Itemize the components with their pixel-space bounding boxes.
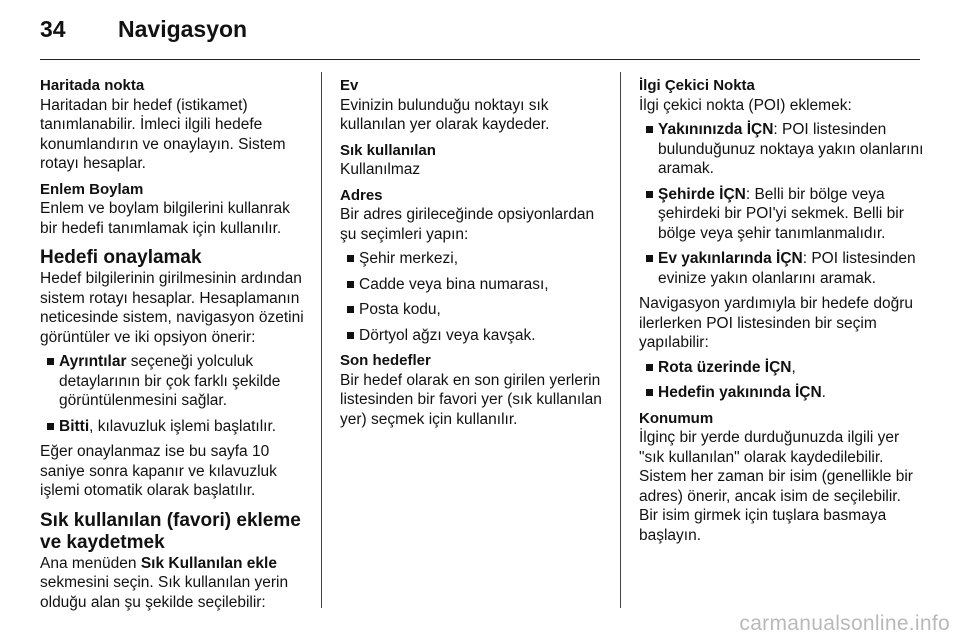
option-label: Hedefin yakınında İÇN: [658, 384, 822, 401]
option-label: Ayrıntılar: [59, 353, 127, 370]
column-3: [639, 76, 924, 551]
favorite-body: [40, 554, 308, 613]
column-2: [340, 76, 608, 435]
list-item: [40, 352, 308, 411]
timeout-note: Eğer onaylanmaz ise bu sayfa 10 saniye sonra kapanır ve kılavuzluk işlemi otomatik olarak başlatılır.: [40, 443, 277, 499]
favorite-menu-label: Sık Kullanılan ekle: [140, 554, 277, 572]
section-body-frequent: Kullanılmaz: [340, 161, 421, 178]
list-item: [639, 185, 924, 244]
heading-add-favorite: Sık kullanılan (favori) ekleme ve kaydetmek: [40, 509, 301, 553]
option-description: .: [821, 384, 826, 401]
list-item: Şehir merkezi,: [340, 249, 608, 269]
list-item: Posta kodu,: [340, 300, 608, 320]
section-title-lat-long: Enlem Boylam: [40, 180, 144, 198]
section-title-recent: Son hedefler: [340, 352, 431, 369]
option-description: : POI listesinden bulunduğunuz noktaya yakın olanlarını aramak.: [658, 121, 924, 177]
list-item: Dörtyol ağzı veya kavşak.: [340, 326, 608, 346]
column-divider: [620, 72, 621, 608]
option-label: Yakınınızda İÇN: [658, 121, 774, 138]
heading-confirm-destination: Hedefi onaylamak: [40, 247, 202, 268]
list-item: [639, 383, 924, 403]
favorite-body-text: Ana menüden: [40, 554, 141, 572]
list-item: [40, 417, 308, 437]
favorite-body-text: sekmesini seçin. Sık kullanılan yerin olduğu alan şu şekilde seçilebilir:: [40, 574, 289, 611]
section-body-map-point: Haritadan bir hedef (istikamet) tanımlanabilir. İmleci ilgili hedefe konumlandırın ve onaylayın. Sistem rotayı hesaplar.: [40, 96, 286, 172]
option-label: Şehirde İÇN: [658, 185, 746, 203]
column-divider: [321, 72, 322, 608]
page-title: Navigasyon: [118, 16, 248, 42]
option-label: Ev yakınlarında İÇN: [658, 250, 803, 267]
section-body-my-location: İlginç bir yerde durduğunuzda ilgili yer "sık kullanılan" olarak kaydedilebilir. Sistem her zaman bir isim (genellikle bir adres) önerir, ancak isim de seçilebilir. Bir isim girmek için tuşlara basmaya başlayın.: [639, 429, 913, 544]
option-label: Bitti: [59, 417, 90, 435]
column-1: [40, 76, 308, 618]
poi-navigation-body: Navigasyon yardımıyla bir hedefe doğru ilerlerken POI listesinden bir seçim yapılabilir:: [639, 295, 913, 351]
section-body-home: Evinizin bulunduğu noktayı sık kullanılan yer olarak kaydeder.: [340, 96, 550, 133]
section-title-poi: İlgi Çekici Nokta: [639, 77, 755, 94]
section-title-my-location: Konumum: [639, 409, 714, 427]
list-item: [639, 249, 924, 288]
list-item: Cadde veya bina numarası,: [340, 275, 608, 295]
list-item: [639, 358, 924, 378]
option-description: , kılavuzluk işlemi başlatılır.: [89, 417, 277, 435]
section-body-address: Bir adres girileceğinde opsiyonlardan şu seçimleri yapın:: [340, 206, 595, 243]
confirm-body: Hedef bilgilerinin girilmesinin ardından sistem rotayı hesaplar. Hesaplamanın neticesinde sistem, navigasyon özetini görüntüler ve iki opsiyon önerir:: [40, 270, 304, 346]
list-item: [639, 120, 924, 179]
option-description: ,: [791, 358, 796, 376]
section-title-map-point: Haritada nokta: [40, 77, 145, 94]
section-body-recent: Bir hedef olarak en son girilen yerlerin listesinden bir favori yer (sık kullanılan yer) seçmek için kullanılır.: [340, 371, 602, 428]
section-body-poi: İlgi çekici nokta (POI) eklemek:: [639, 96, 852, 114]
confirm-options-list: [40, 352, 308, 436]
watermark: carmanualsonline.info: [739, 612, 950, 635]
section-title-frequent: Sık kullanılan: [340, 141, 436, 159]
option-description: : POI listesinden evinize yakın olanlarını aramak.: [658, 250, 916, 287]
option-description: seçeneği yolculuk detaylarının bir çok farklı şekilde görüntülenmesini sağlar.: [59, 353, 281, 409]
page-header: [40, 16, 920, 50]
poi-options-list: [639, 120, 924, 288]
option-label: Rota üzerinde İÇN: [658, 358, 792, 376]
option-description: : Belli bir bölge veya şehirdeki bir POI'yi sekmek. Belli bir bölge veya şehir tanımlanmalıdır.: [658, 185, 904, 242]
section-title-address: Adres: [340, 186, 383, 204]
address-options-list: [340, 249, 608, 345]
poi-route-options-list: [639, 358, 924, 403]
header-rule: [40, 59, 920, 60]
section-body-lat-long: Enlem ve boylam bilgilerini kullanrak bir hedefi tanımlamak için kullanılır.: [40, 200, 290, 237]
page-number: 34: [40, 16, 66, 42]
section-title-home: Ev: [340, 77, 359, 94]
